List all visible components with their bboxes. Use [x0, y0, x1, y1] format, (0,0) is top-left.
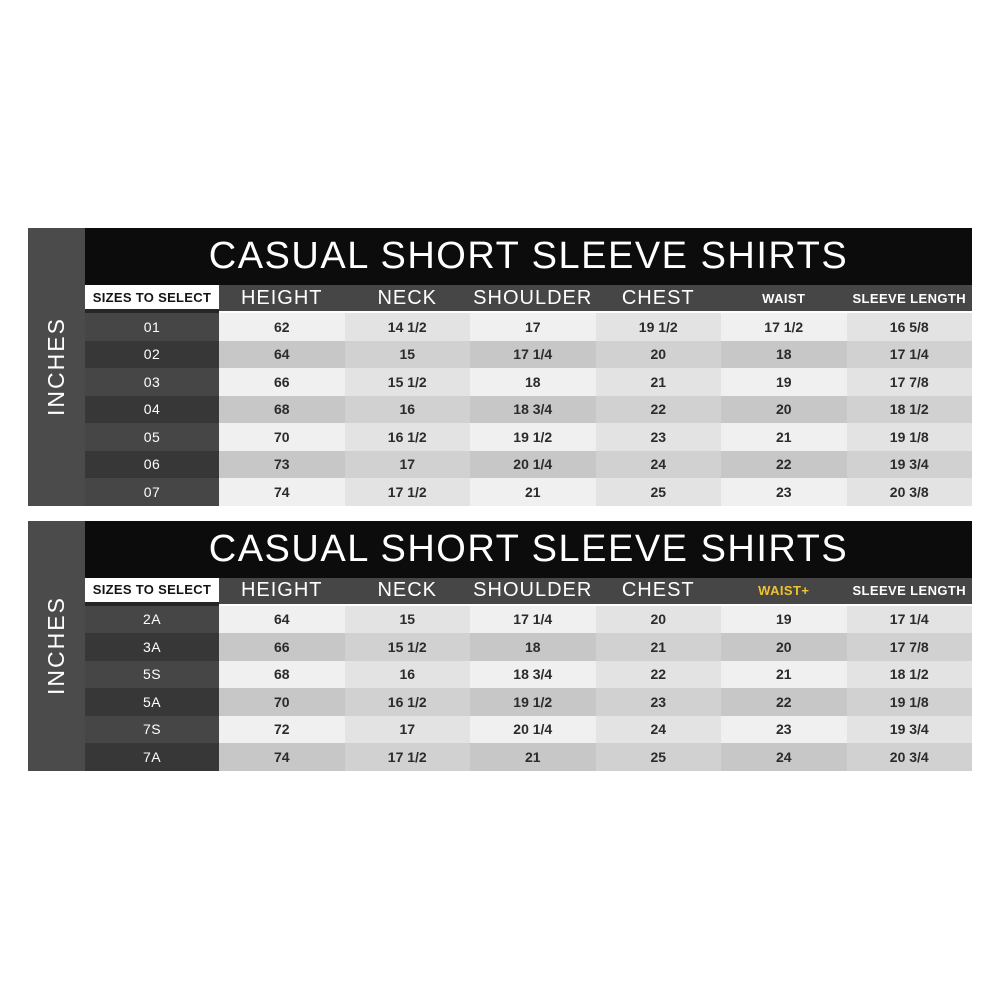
measurement-value: 17 7/8	[847, 633, 973, 661]
measurement-value: 24	[721, 743, 847, 771]
measurement-value: 17 1/4	[847, 606, 973, 634]
measurement-value: 15 1/2	[345, 633, 471, 661]
measurement-value: 19 1/8	[847, 423, 973, 451]
table-body	[85, 606, 972, 771]
measurement-value: 17 1/4	[470, 606, 596, 634]
measurement-value: 22	[596, 661, 722, 689]
measurement-value: 20 1/4	[470, 451, 596, 479]
measurement-value: 19 1/8	[847, 688, 973, 716]
column-header-chest: CHEST	[596, 285, 722, 313]
table-row-07	[85, 478, 972, 506]
measurement-value: 21	[596, 633, 722, 661]
measurement-value: 18 3/4	[470, 396, 596, 424]
table-row-7a	[85, 743, 972, 771]
measurement-value: 19 3/4	[847, 716, 973, 744]
measurement-value: 21	[470, 478, 596, 506]
table-row-02	[85, 341, 972, 369]
size-label: 04	[85, 396, 219, 424]
size-label: 3A	[85, 633, 219, 661]
column-header-sleeve-length: SLEEVE LENGTH	[847, 285, 973, 313]
measurement-value: 20 3/8	[847, 478, 973, 506]
size-chart-2	[28, 521, 972, 771]
measurement-value: 14 1/2	[345, 313, 471, 341]
column-header-shoulder: SHOULDER	[470, 578, 596, 606]
measurement-value: 25	[596, 743, 722, 771]
table-row-01	[85, 313, 972, 341]
measurement-value: 22	[721, 688, 847, 716]
sizes-to-select-header: SIZES TO SELECT	[85, 285, 219, 313]
measurement-value: 15 1/2	[345, 368, 471, 396]
measurement-value: 17 1/2	[721, 313, 847, 341]
chart-title-bar	[85, 228, 972, 285]
table-row-5a	[85, 688, 972, 716]
measurement-value: 64	[219, 606, 345, 634]
size-label: 5A	[85, 688, 219, 716]
column-header-waist: WAIST+	[721, 578, 847, 606]
table-row-03	[85, 368, 972, 396]
column-header-shoulder: SHOULDER	[470, 285, 596, 313]
table-row-3a	[85, 633, 972, 661]
measurement-value: 16	[345, 661, 471, 689]
measurement-value: 68	[219, 396, 345, 424]
measurement-value: 18	[721, 341, 847, 369]
measurement-value: 21	[721, 661, 847, 689]
table-header-row	[85, 285, 972, 313]
measurement-value: 20 1/4	[470, 716, 596, 744]
measurement-value: 15	[345, 341, 471, 369]
size-label: 01	[85, 313, 219, 341]
measurement-value: 17	[345, 716, 471, 744]
measurement-value: 20	[596, 606, 722, 634]
measurement-value: 18	[470, 633, 596, 661]
table-row-2a	[85, 606, 972, 634]
measurement-value: 17 1/4	[470, 341, 596, 369]
measurement-value: 23	[596, 423, 722, 451]
measurement-value: 73	[219, 451, 345, 479]
size-label: 03	[85, 368, 219, 396]
size-label: 05	[85, 423, 219, 451]
measurement-value: 19 1/2	[596, 313, 722, 341]
chart-title-bar	[85, 521, 972, 578]
column-header-height: HEIGHT	[219, 285, 345, 313]
measurement-value: 20	[721, 633, 847, 661]
sizes-to-select-header: SIZES TO SELECT	[85, 578, 219, 606]
measurement-value: 18 3/4	[470, 661, 596, 689]
table-row-5s	[85, 661, 972, 689]
chart-title: CASUAL SHORT SLEEVE SHIRTS	[208, 527, 849, 570]
measurement-value: 17 1/2	[345, 743, 471, 771]
measurement-value: 23	[721, 478, 847, 506]
measurement-value: 15	[345, 606, 471, 634]
size-label: 07	[85, 478, 219, 506]
measurement-value: 19 1/2	[470, 423, 596, 451]
column-header-height: HEIGHT	[219, 578, 345, 606]
measurement-value: 62	[219, 313, 345, 341]
measurement-value: 74	[219, 743, 345, 771]
column-header-sleeve-length: SLEEVE LENGTH	[847, 578, 973, 606]
table-body	[85, 313, 972, 506]
table-row-06	[85, 451, 972, 479]
column-header-neck: NECK	[345, 285, 471, 313]
measurement-value: 66	[219, 368, 345, 396]
size-table	[85, 228, 972, 506]
table-header-row	[85, 578, 972, 606]
measurement-value: 21	[470, 743, 596, 771]
measurement-value: 20	[721, 396, 847, 424]
measurement-value: 17	[470, 313, 596, 341]
measurement-value: 70	[219, 688, 345, 716]
measurement-value: 24	[596, 451, 722, 479]
measurement-value: 19 3/4	[847, 451, 973, 479]
size-chart-1	[28, 228, 972, 506]
column-header-waist: WAIST	[721, 285, 847, 313]
measurement-value: 17 1/4	[847, 341, 973, 369]
column-header-neck: NECK	[345, 578, 471, 606]
size-label: 7S	[85, 716, 219, 744]
measurement-value: 23	[721, 716, 847, 744]
measurement-value: 21	[596, 368, 722, 396]
measurement-value: 18 1/2	[847, 661, 973, 689]
measurement-value: 16 1/2	[345, 688, 471, 716]
measurement-value: 18 1/2	[847, 396, 973, 424]
measurement-value: 19	[721, 606, 847, 634]
size-label: 06	[85, 451, 219, 479]
measurement-value: 16	[345, 396, 471, 424]
table-row-05	[85, 423, 972, 451]
measurement-value: 22	[721, 451, 847, 479]
measurement-value: 66	[219, 633, 345, 661]
measurement-value: 64	[219, 341, 345, 369]
size-table	[85, 521, 972, 771]
measurement-value: 22	[596, 396, 722, 424]
units-sidebar	[28, 521, 85, 771]
size-label: 02	[85, 341, 219, 369]
measurement-value: 19 1/2	[470, 688, 596, 716]
measurement-value: 18	[470, 368, 596, 396]
measurement-value: 17 7/8	[847, 368, 973, 396]
table-row-7s	[85, 716, 972, 744]
measurement-value: 19	[721, 368, 847, 396]
measurement-value: 68	[219, 661, 345, 689]
size-label: 5S	[85, 661, 219, 689]
measurement-value: 21	[721, 423, 847, 451]
measurement-value: 17 1/2	[345, 478, 471, 506]
units-sidebar	[28, 228, 85, 506]
table-row-04	[85, 396, 972, 424]
measurement-value: 16 1/2	[345, 423, 471, 451]
measurement-value: 74	[219, 478, 345, 506]
measurement-value: 16 5/8	[847, 313, 973, 341]
measurement-value: 25	[596, 478, 722, 506]
column-header-chest: CHEST	[596, 578, 722, 606]
units-label: INCHES	[43, 317, 69, 417]
size-label: 2A	[85, 606, 219, 634]
measurement-value: 70	[219, 423, 345, 451]
size-label: 7A	[85, 743, 219, 771]
measurement-value: 20 3/4	[847, 743, 973, 771]
charts-container	[28, 228, 972, 771]
chart-title: CASUAL SHORT SLEEVE SHIRTS	[208, 235, 849, 277]
measurement-value: 17	[345, 451, 471, 479]
units-label: INCHES	[43, 596, 69, 695]
measurement-value: 72	[219, 716, 345, 744]
measurement-value: 24	[596, 716, 722, 744]
measurement-value: 23	[596, 688, 722, 716]
measurement-value: 20	[596, 341, 722, 369]
